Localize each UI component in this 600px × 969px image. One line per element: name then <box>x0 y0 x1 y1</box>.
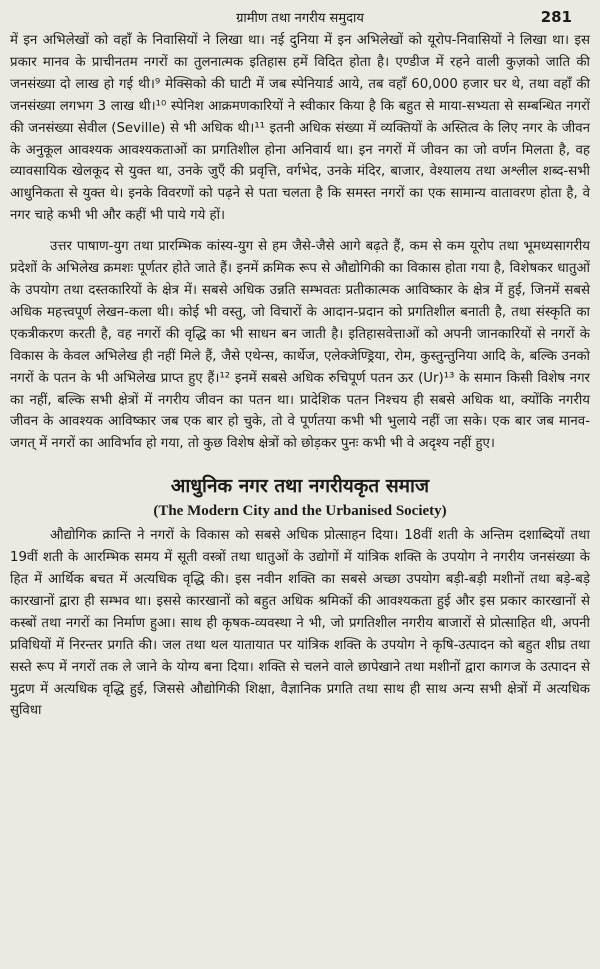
paragraph-3: औद्योगिक क्रान्ति ने नगरों के विकास को सबसे अधिक प्रोत्साहन दिया। 18वीं शती के अन्तिम दशाब्दियों तथा 19वीं शती के आरम्भिक समय में सूती वस्त्रों तथा धातुओं के उद्योगों में यांत्रिक शक्ति के उपयोग ने नगरीय जनसंख्या के हित में आर्थिक बचत में अत्यधिक वृद्धि की। इस नवीन शक्ति का सबसे अच्छा उपयोग बड़ी-बड़ी मशीनों तथा बड़े-बड़े कारखानों द्वारा ही सम्भव था। इससे कारखानों को बहुत अधिक श्रमिकों की आवश्यकता हुई और इस प्रकार कारखानों से कस्बों तथा नगरों का निर्माण हुआ। साथ ही कृषक-व्यवस्था ने भी, जो प्रगतिशील नगरीय बाजारों से प्रोत्साहित थी, अपनी प्रविधियों में निरन्तर प्रगति की। जल तथा थल यातायात पर यांत्रिक शक्ति के उपयोग ने कृषि-उत्पादन को बहुत शीघ्र तथा सस्ते रूप में नगरों तक ले जाने के योग्य बना दिया। शक्ति से चलने वाले छापेखाने तथा मशीनों द्वारा कागज के उत्पादन से मुद्रण में अत्यधिक वृद्धि हुई, जिससे औद्योगिकी शिक्षा, वैज्ञानिक प्रगति तथा साथ ही साथ अन्य सभी क्षेत्रों में अत्यधिक सुविधा <box>10 528 590 719</box>
page-number: 281 <box>540 8 572 26</box>
running-head: ग्रामीण तथा नगरीय समुदाय <box>236 11 364 26</box>
page-header <box>10 6 590 30</box>
section-heading: आधुनिक नगर तथा नगरीयकृत समाज <box>170 475 430 498</box>
section-subheading: (The Modern City and the Urbanised Society) <box>153 503 447 520</box>
paragraph-1: में इन अभिलेखों को वहाँ के निवासियों ने लिखा था। नई दुनिया में इन अभिलेखों को यूरोप-निवासियों ने लिखा था। इस प्रकार मानव के प्राचीनतम नगरों का तुलनात्मक इतिहास हमें विदित होता है। एण्डीज में रहने वाली कुज़को जाति की जनसंख्या दो लाख हो गई थी।⁹ मेक्सिको की घाटी में जब स्पेनियार्ड आये, तब वहाँ 60,000 हजार घर थे, तथा वहाँ की जनसंख्या लगभग 3 लाख थी।¹⁰ स्पेनिश आक्रमणकारियों ने स्वीकार किया है कि बहुत से माया-सभ्यता से सम्बन्धित नगरों की जनसंख्या सेवील (Seville) से भी अधिक थी।¹¹ इतनी अधिक संख्या में व्यक्तियों के अस्तित्व के लिए नगर के जीवन के अनुकूल आवश्यक आवश्यकताओं का प्रगतिशील होना अनिवार्य था। इन नगरों में जीवन का जो वर्णन मिलता है, वह व्यावसायिक खेलकूद से युक्त था, उनके जुएँ की प्रवृत्ति, वर्गभेद, उनके मंदिर, बाजार, वेश्यालय तथा अश्लील शब्द-सभी आधुनिकता से युक्त थे। इनके विवरणों को पढ़ने से पता चलता है कि समस्त नगरों का एक सामान्य वातावरण होता है, वे नगर चाहे कभी भी और कहीं भी पाये गये हों। <box>10 33 590 224</box>
paragraph-2: उत्तर पाषाण-युग तथा प्रारम्भिक कांस्य-युग से हम जैसे-जैसे आगे बढ़ते हैं, कम से कम यूरोप तथा भूमध्यसागरीय प्रदेशों के अभिलेख क्रमशः पूर्णतर होते जाते हैं। इनमें क्रमिक रूप से औद्योगिकी का विकास होता गया है, विशेषकर धातुओं के उपयोग तथा दस्तकारियों के क्षेत्र में। सबसे अधिक उन्नति सम्भवतः प्रतीकात्मक आविष्कार के क्षेत्र में हुई, जिनमें सबसे अधिक महत्त्वपूर्ण लेखन-कला थी। कोई भी वस्तु, जो विचारों के आदान-प्रदान को प्रगतिशील बनाती है, तथा संस्कृति का एकत्रीकरण करती है, वह नगरों की वृद्धि का भी साधन बन जाती है। इतिहासवेत्ताओं को अपनी जानकारियों से नगरों के विकास के केवल अभिलेख ही नहीं मिले हैं, जैसे एथेन्स, कार्थेज, एलेक्जेण्ड्रिया, रोम, कुस्तुन्तुनिया आदि के, बल्कि उनको नगरों के पतन के भी अभिलेख प्राप्त हुए हैं।¹² इनमें सबसे अधिक रुचिपूर्ण पतन ऊर (Ur)¹³ के समान किसी विशेष नगर का नहीं, बल्कि सभी क्षेत्रों में नगरीय जीवन का पतन था। प्रादेशिक पतन निश्चय ही सबसे अधिक था, क्योंकि नगरीय जीवन के आवश्यक आविष्कार जब एक बार हो चुके, तो वे पूर्णतया कभी भी भुलाये नहीं जा सके। एक बार जब मानव-जगत् में नगरों का आविर्भाव हो गया, तो कुछ विशेष क्षेत्रों को छोड़कर पुनः कभी भी वे अदृश्य नहीं हुए। <box>10 239 590 452</box>
